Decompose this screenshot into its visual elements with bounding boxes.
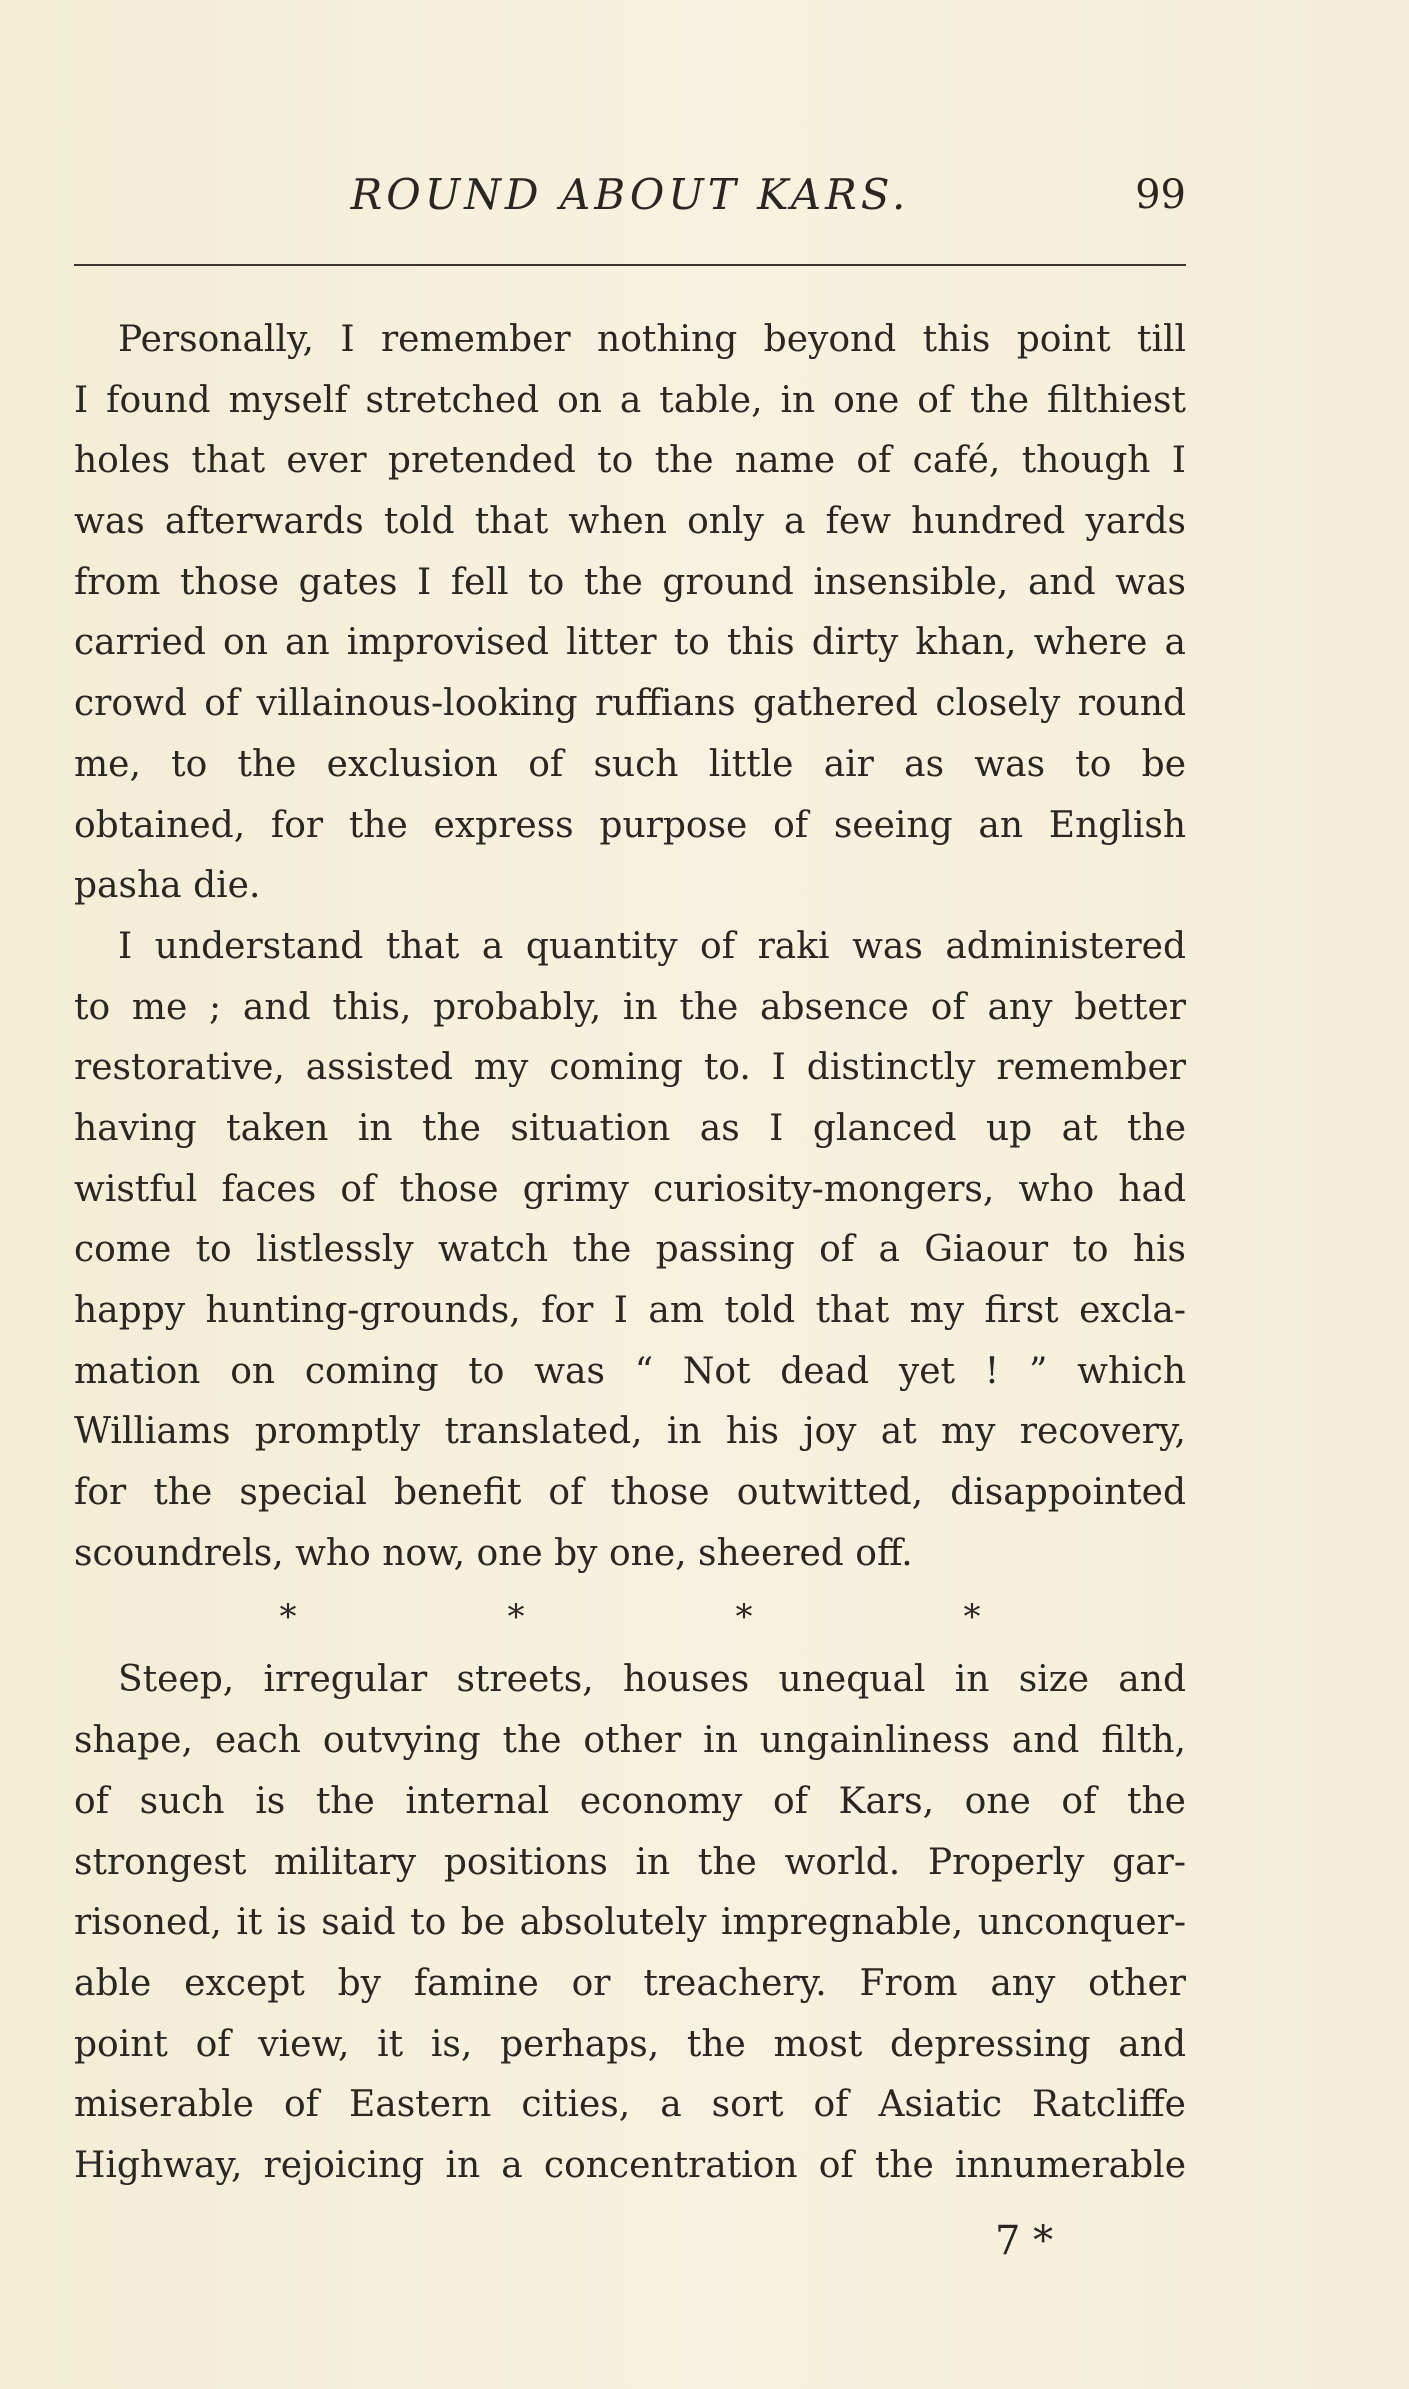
text-line: I found myself stretched on a table, in one of the filthiest	[74, 379, 1186, 421]
text-line: having taken in the situation as I glanced up at the	[74, 1107, 1186, 1149]
text-line: obtained, for the express purpose of seeing an English	[74, 804, 1186, 846]
text-line: able except by famine or treachery. From any other	[74, 1962, 1186, 2004]
text-line: risoned, it is said to be absolutely impregnable, unconquer-	[74, 1902, 1186, 1944]
text-line: come to listlessly watch the passing of a Giaour to his	[74, 1229, 1186, 1271]
text-line: scoundrels, who now, one by one, sheered off.	[74, 1532, 913, 1574]
page-header	[74, 170, 1186, 230]
text-line: shape, each outvying the other in ungainliness and filth,	[74, 1720, 1186, 1762]
text-line: to me ; and this, probably, in the absence of any better	[74, 986, 1186, 1028]
paragraph-1	[74, 310, 1186, 917]
text-line: happy hunting-grounds, for I am told that my first excla-	[74, 1290, 1186, 1331]
text-line: from those gates I fell to the ground insensible, and was	[74, 561, 1186, 603]
text-line: holes that ever pretended to the name of café, though I	[74, 440, 1186, 482]
page-number: 99	[1135, 172, 1186, 218]
paragraph-3	[74, 1650, 1186, 2196]
text-line: Williams promptly translated, in his joy at my recovery,	[74, 1411, 1186, 1453]
text-line: crowd of villainous-looking ruffians gathered closely round	[74, 683, 1186, 725]
text-line: I understand that a quantity of raki was administered	[118, 925, 1186, 967]
paragraph-2	[74, 917, 1186, 1585]
asterisk: *	[279, 1597, 297, 1638]
header-rule	[74, 264, 1186, 266]
running-title: ROUND ABOUT KARS.	[350, 170, 910, 219]
text-line: restorative, assisted my coming to. I distinctly remember	[74, 1047, 1186, 1089]
text-line: miserable of Eastern cities, a sort of Asiatic Ratcliffe	[74, 2084, 1186, 2126]
text-line: was afterwards told that when only a few hundred yards	[74, 501, 1186, 543]
text-line: mation on coming to was “ Not dead yet ! ” which	[74, 1350, 1186, 1392]
asterisk: *	[963, 1597, 981, 1638]
asterisk: *	[735, 1597, 753, 1638]
text-line: me, to the exclusion of such little air as was to be	[74, 743, 1186, 785]
asterisk: *	[507, 1597, 525, 1638]
text-line: Highway, rejoicing in a concentration of the innumerable	[74, 2144, 1186, 2186]
text-line: Steep, irregular streets, houses unequal in size and	[118, 1659, 1186, 1701]
text-line: strongest military positions in the world. Properly gar-	[74, 1841, 1186, 1883]
body-text	[74, 310, 1186, 2197]
text-line: wistful faces of those grimy curiosity-mongers, who had	[74, 1168, 1186, 1210]
text-line: Personally, I remember nothing beyond this point till	[118, 319, 1186, 360]
signature-mark: 7 *	[995, 2218, 1054, 2264]
text-line: for the special benefit of those outwitted, disappointed	[74, 1472, 1186, 1514]
text-line: point of view, it is, perhaps, the most depressing and	[74, 2023, 1186, 2065]
text-line: pasha die.	[74, 865, 261, 907]
text-line: of such is the internal economy of Kars, one of the	[74, 1780, 1186, 1822]
text-line: carried on an improvised litter to this dirty khan, where a	[74, 622, 1186, 664]
section-break-stars	[74, 1584, 1186, 1650]
